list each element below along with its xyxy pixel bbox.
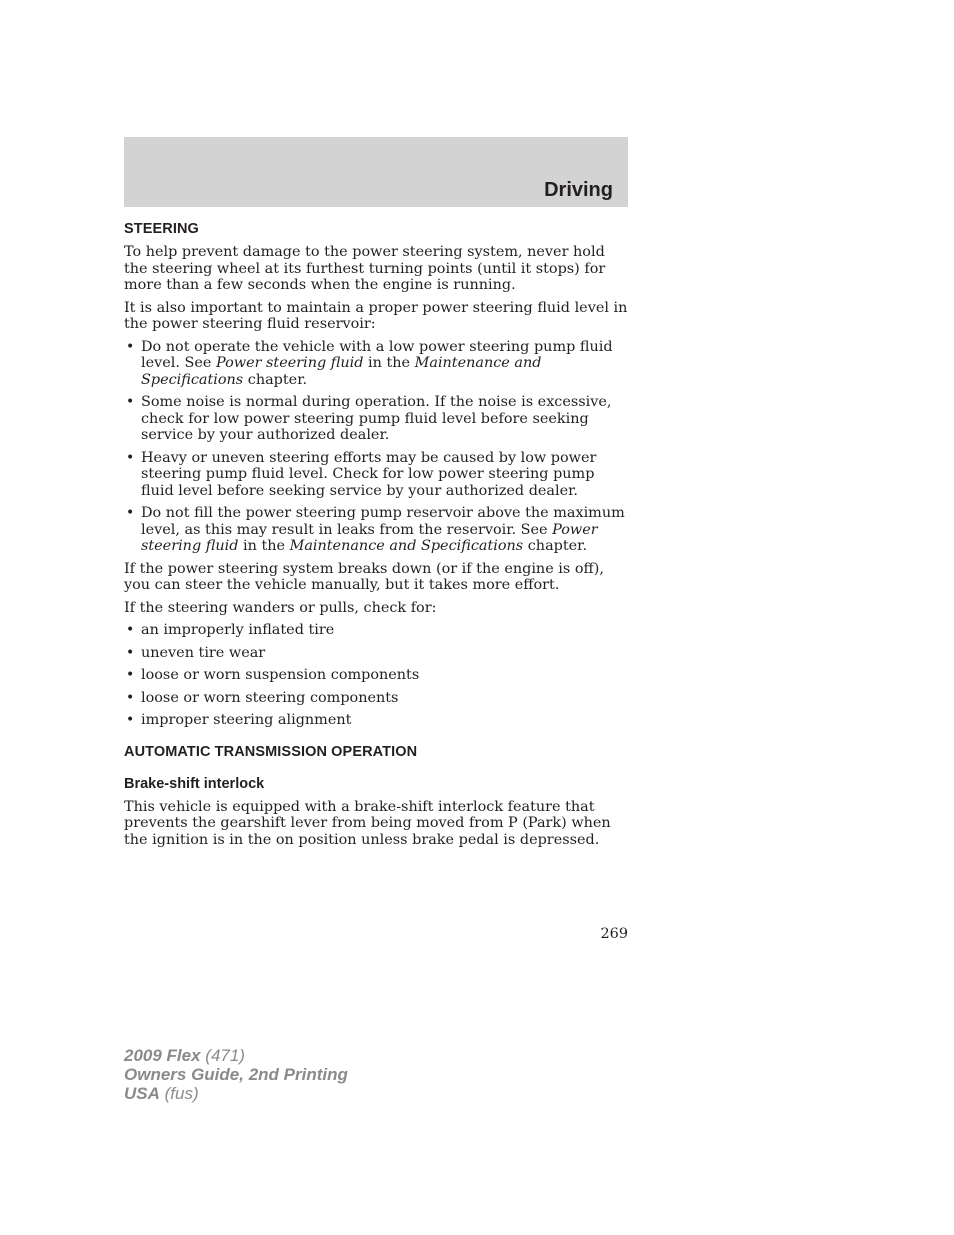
bullet-icon: •: [126, 338, 135, 355]
bullet-icon: •: [126, 712, 135, 728]
bullet-icon: •: [126, 667, 135, 683]
transmission-paragraph-1: This vehicle is equipped with a brake-shift interlock feature that prevents the gearshift lever from being moved from P (Park) when the ignition is in the on position unless brake pedal is depressed.: [124, 798, 611, 848]
bullet-icon: •: [126, 449, 135, 466]
list-item: • improper steering alignment: [126, 712, 352, 728]
list-item: • an improperly inflated tire: [126, 622, 335, 638]
fluid-level-list: [124, 339, 628, 555]
list-item: • Do not fill the power steering pump reservoir above the maximum level, as this may result in leaks from the reservoir. See Power steering fluid in the Maintenance and Specifications chapter.: [126, 505, 625, 554]
page-content: [124, 220, 628, 854]
transmission-heading: AUTOMATIC TRANSMISSION OPERATION: [124, 743, 418, 760]
page-number: 269: [600, 926, 628, 942]
steering-paragraph-4: If the steering wanders or pulls, check for:: [124, 599, 437, 616]
list-item: • Do not operate the vehicle with a low power steering pump fluid level. See Power steering fluid in the Maintenance and Specifications chapter.: [126, 338, 613, 388]
footer-line-2: Owners Guide, 2nd Printing: [124, 1065, 348, 1084]
list-item: • loose or worn steering components: [126, 689, 399, 706]
print-footer: [124, 1046, 348, 1103]
chapter-title: Driving: [544, 179, 613, 201]
bullet-icon: •: [126, 644, 135, 661]
check-list: [124, 622, 628, 729]
list-item: • uneven tire wear: [126, 644, 266, 661]
bullet-icon: •: [126, 689, 135, 706]
list-item: • loose or worn suspension components: [126, 667, 420, 683]
reference-link-text: Power steering fluid: [215, 355, 364, 371]
steering-heading: STEERING: [124, 221, 199, 237]
bullet-icon: •: [126, 505, 135, 521]
chapter-header-band: [124, 137, 628, 207]
footer-line-3: USA (fus): [124, 1084, 199, 1103]
steering-paragraph-3: If the power steering system breaks down (or if the engine is off), you can steer the vehicle manually, but it takes more effort.: [124, 560, 604, 593]
brake-shift-interlock-subheading: Brake-shift interlock: [124, 775, 265, 792]
steering-paragraph-1: To help prevent damage to the power steering system, never hold the steering wheel at its furthest turning points (until it stops) for more than a few seconds when the engine is running.: [124, 244, 606, 293]
list-item: • Heavy or uneven steering efforts may be caused by low power steering pump fluid level. Check for low power steering pump fluid level before seeking service by your authorized dealer.: [126, 449, 597, 499]
steering-paragraph-2: It is also important to maintain a proper power steering fluid level in the power steering fluid reservoir:: [124, 299, 628, 332]
list-item: • Some noise is normal during operation. If the noise is excessive, check for low power steering pump fluid level before seeking service by your authorized dealer.: [126, 394, 612, 443]
chapter-reference-text: Maintenance and Specifications: [289, 538, 524, 554]
bullet-icon: •: [126, 394, 135, 410]
reference-link-text: Power steering fluid: [141, 521, 598, 554]
footer-line-1: 2009 Flex (471): [124, 1046, 245, 1065]
chapter-reference-text: Maintenance and Specifications: [141, 355, 542, 388]
bullet-icon: •: [126, 622, 135, 638]
